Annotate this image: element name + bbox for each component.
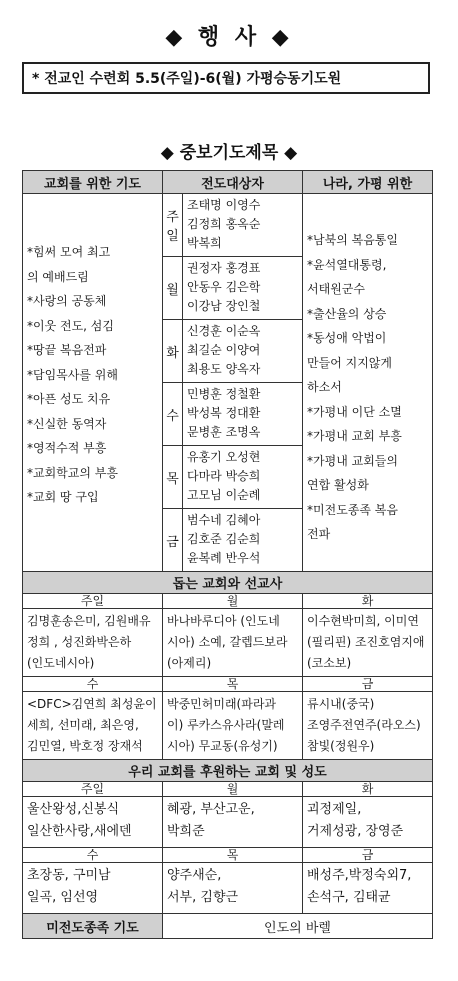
missions-day: 주일 (23, 594, 163, 609)
nation-prayer-item: 하소서 (307, 380, 342, 394)
church-prayer-item: *교회학교의 부흥 (27, 465, 118, 480)
header-church: 교회를 위한 기도 (23, 171, 163, 194)
church-prayer-item: *아픈 성도 치유 (27, 392, 111, 406)
church-prayer-item: *힘써 모여 최고 (27, 245, 111, 259)
nation-prayer-item: *가평내 교회들의 (307, 453, 398, 468)
nation-prayer-item: *미전도종족 복음 (307, 502, 398, 517)
nation-prayer-list (303, 194, 433, 572)
church-prayer-item: *신실한 동역자 (27, 416, 107, 431)
unreached-value: 인도의 바렐 (163, 914, 433, 939)
church-prayer-item: *영적수적 부흥 (27, 441, 107, 455)
target-day: 월 (163, 257, 183, 320)
supporters-day: 수 (23, 848, 163, 863)
missions-cell: 김명훈송은미, 김원배유 정희 , 성진화박은하 (인도네시아) (23, 609, 163, 677)
supporters-day: 금 (303, 848, 433, 863)
prayer-title: ◆ 중보기도제목 ◆ (160, 143, 298, 163)
header-nation: 나라, 가평 위한 (303, 171, 433, 194)
nation-prayer-item: *가평내 교회 부흥 (307, 429, 402, 443)
target-day: 수 (163, 383, 183, 446)
prayer-table (22, 170, 432, 939)
missions-day: 월 (163, 594, 303, 609)
unreached-label: 미전도종족 기도 (23, 914, 163, 939)
nation-prayer-item: *남북의 복음통일 (307, 233, 398, 247)
target-names: 조태명 이영수 김정희 홍옥순 박복희 (183, 194, 303, 257)
target-names: 유홍기 오성현 다마라 박승희 고모님 이순례 (183, 446, 303, 509)
supporters-cell: 괴정제일, 거제성광, 장영준 (303, 797, 433, 848)
target-names: 권정자 홍경표 안동우 김은학 이강남 장인철 (183, 257, 303, 320)
event-item: * 전교인 수련회 5.5(주일)-6(월) 가평승동기도원 (22, 62, 430, 94)
missions-day: 금 (303, 677, 433, 692)
supporters-day: 월 (163, 782, 303, 797)
nation-prayer-item: *윤석열대통령, (307, 257, 387, 272)
supporters-cell: 혜광, 부산고운, 박희준 (163, 797, 303, 848)
supporters-cell: 초장동, 구미남 일곡, 임선영 (23, 863, 163, 914)
missions-day: 목 (163, 677, 303, 692)
target-day: 화 (163, 320, 183, 383)
missions-day: 수 (23, 677, 163, 692)
supporters-cell: 배성주,박정숙외7, 손석구, 김태균 (303, 863, 433, 914)
missions-table (22, 571, 433, 939)
target-day: 목 (163, 446, 183, 509)
church-prayer-item: 의 예배드림 (27, 269, 89, 284)
events-title: ◆ 행 사 ◆ (165, 25, 293, 50)
nation-prayer-item: *가평내 이단 소멸 (307, 404, 402, 419)
nation-prayer-item: 전파 (307, 527, 331, 541)
missions-title: 돕는 교회와 선교사 (23, 572, 433, 594)
supporters-title: 우리 교회를 후원하는 교회 및 성도 (23, 760, 433, 782)
supporters-cell: 양주새순, 서부, 김향근 (163, 863, 303, 914)
target-day: 주 일 (163, 194, 183, 257)
nation-prayer-item: 서태원군수 (307, 282, 365, 296)
intercession-table (22, 170, 433, 572)
missions-cell: 류시내(중국) 조영주전연주(라오스) 참빛(정원우) (303, 692, 433, 760)
nation-prayer-item: 만들어 지지않게 (307, 355, 392, 370)
target-names: 범수네 김혜아 김호준 김순희 윤복례 반우석 (183, 509, 303, 572)
church-prayer-item: *사랑의 공동체 (27, 294, 107, 308)
church-prayer-item: *교회 땅 구입 (27, 490, 99, 504)
missions-cell: 바나바루디아 (인도네 시아) 소예, 갈렙드보라 (아제리) (163, 609, 303, 677)
church-prayer-item: *담임목사를 위해 (27, 367, 118, 382)
church-prayer-list (23, 194, 163, 572)
header-targets: 전도대상자 (163, 171, 303, 194)
missions-cell: 박중민허미래(파라과 이) 루카스유사라(말레 시아) 무교동(유성기) (163, 692, 303, 760)
target-day: 금 (163, 509, 183, 572)
church-prayer-item: *이웃 전도, 섬김 (27, 318, 114, 333)
target-names: 신경훈 이순옥 최길순 이양여 최용도 양옥자 (183, 320, 303, 383)
supporters-day: 화 (303, 782, 433, 797)
supporters-day: 목 (163, 848, 303, 863)
supporters-cell: 울산왕성,신봉식 일산한사랑,새에덴 (23, 797, 163, 848)
missions-cell: <DFC>김연희 최성윤이 세희, 선미래, 최은영, 김민열, 박호정 장재석 (23, 692, 163, 760)
nation-prayer-item: 연합 활성화 (307, 478, 369, 492)
nation-prayer-item: *동성애 악법이 (307, 331, 387, 345)
target-names: 민병훈 정철환 박성복 정대환 문병훈 조명옥 (183, 383, 303, 446)
missions-day: 화 (303, 594, 433, 609)
supporters-day: 주일 (23, 782, 163, 797)
missions-cell: 이수현박미희, 이미연 (필리핀) 조진호염지애 (코소보) (303, 609, 433, 677)
nation-prayer-item: *출산율의 상승 (307, 306, 387, 321)
church-prayer-item: *땅끝 복음전파 (27, 343, 107, 357)
